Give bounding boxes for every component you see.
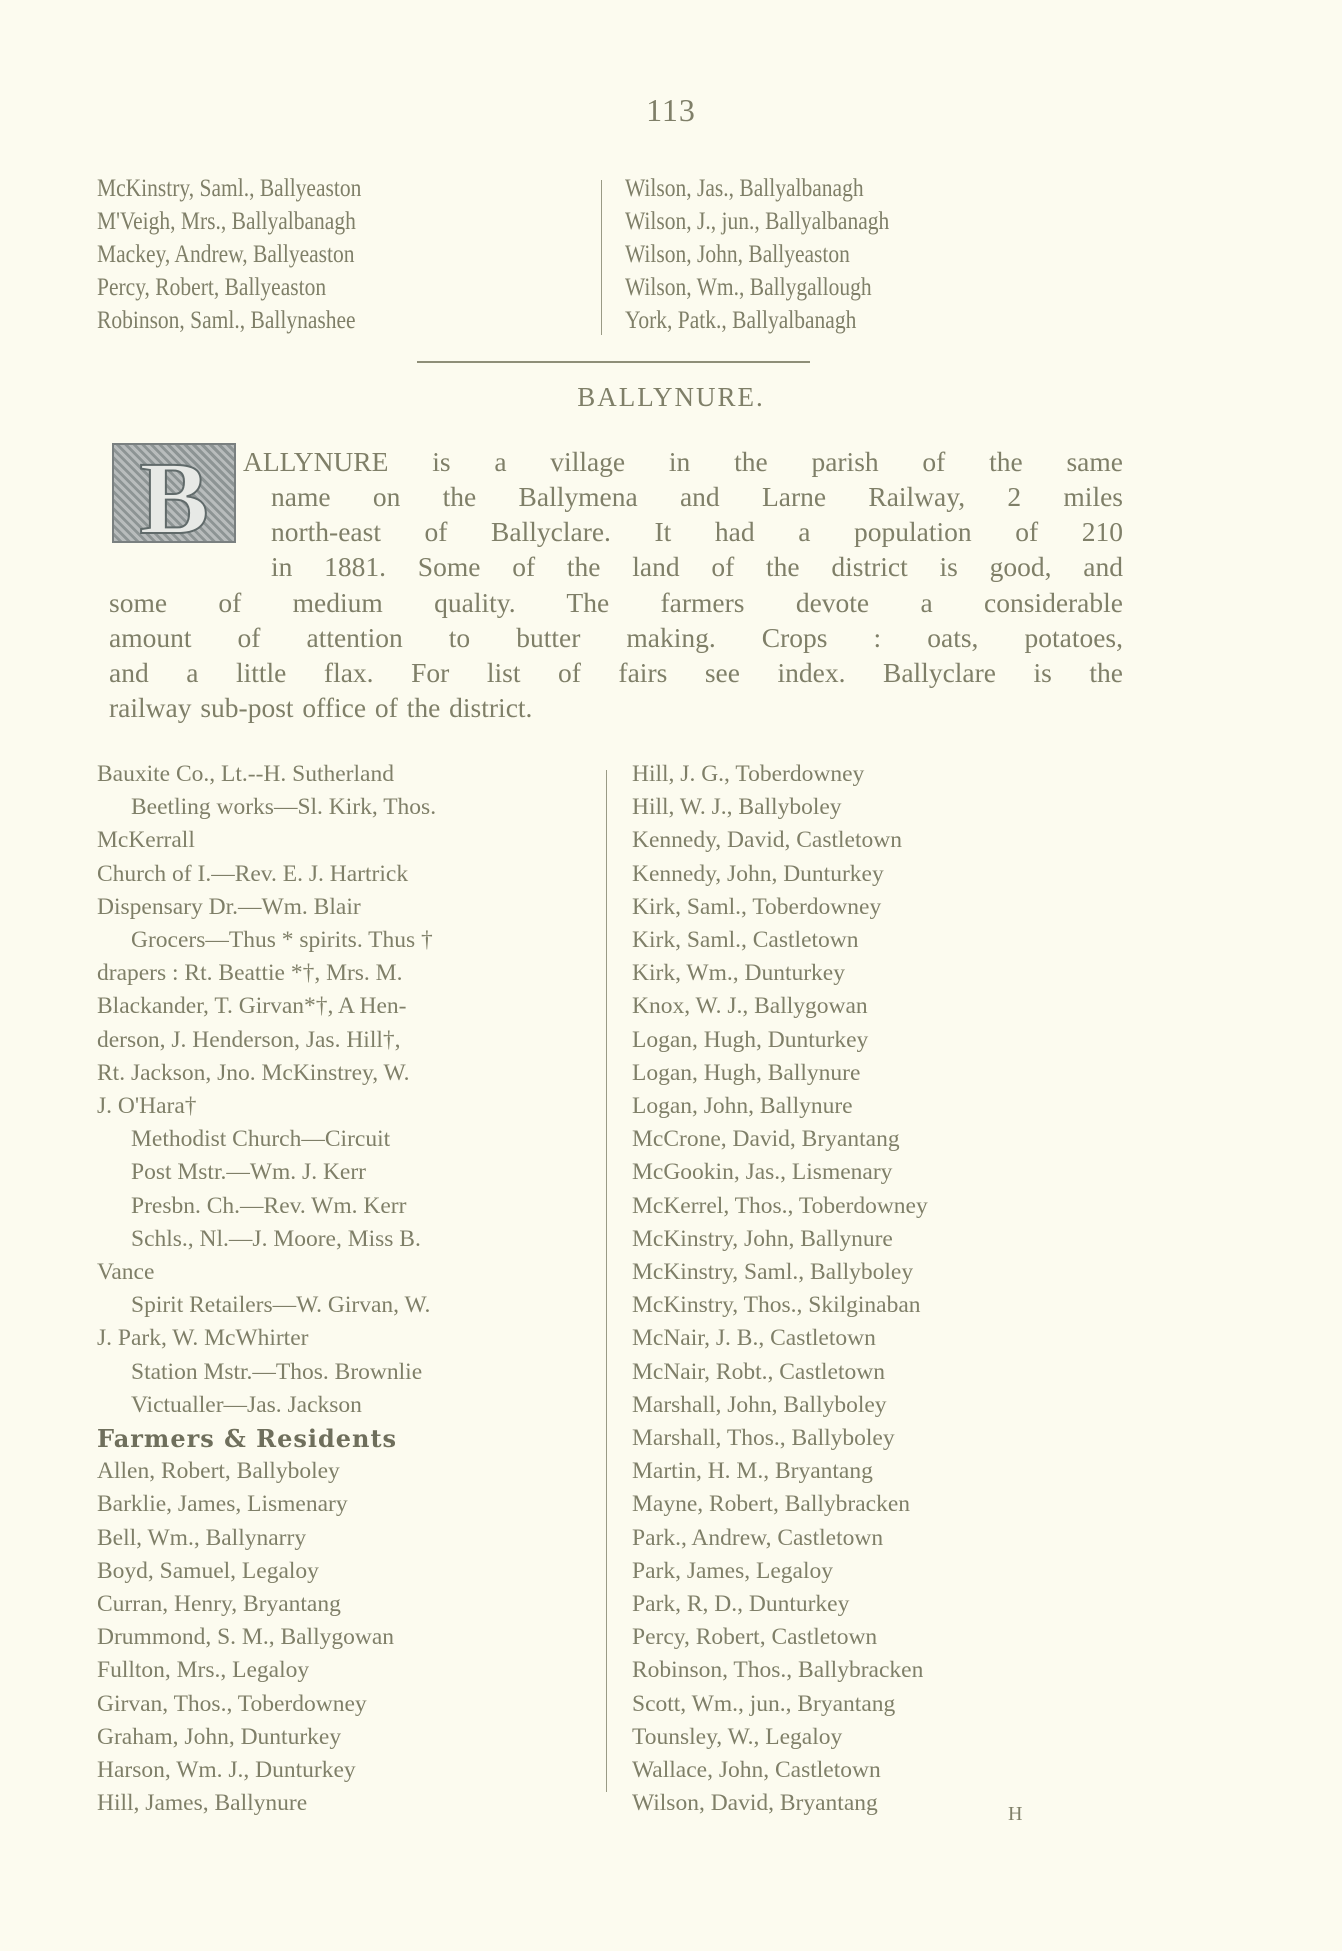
list-item: derson, J. Henderson, Jas. Hill†, (97, 1026, 401, 1053)
list-item: Wilson, J., jun., Ballyalbanagh (625, 208, 890, 235)
list-item: Hill, James, Ballynure (97, 1790, 308, 1817)
list-item: Robinson, Saml., Ballynashee (97, 307, 356, 334)
signature-mark: H (1008, 1803, 1023, 1825)
list-item: Park, James, Legaloy (632, 1557, 834, 1584)
list-item: Logan, John, Ballynure (632, 1093, 853, 1120)
list-item: McKinstry, Saml., Ballyeaston (97, 175, 362, 202)
paragraph-line: amount of attention to butter making. Crops : oats, potatoes, (109, 622, 1123, 653)
farmers-residents-heading: Farmers & Residents (97, 1424, 398, 1454)
list-item: Mackey, Andrew, Ballyeaston (97, 241, 355, 268)
list-item: Rt. Jackson, Jno. McKinstrey, W. (97, 1059, 410, 1086)
list-item: McKerrel, Thos., Toberdowney (632, 1192, 928, 1219)
list-item: Percy, Robert, Ballyeaston (97, 274, 327, 301)
list-item: Schls., Nl.—J. Moore, Miss B. (131, 1225, 421, 1252)
paragraph-line: railway sub-post office of the district. (109, 692, 533, 723)
list-item: Park, R, D., Dunturkey (632, 1591, 850, 1618)
list-item: Kirk, Saml., Castletown (632, 927, 859, 954)
list-item: McKinstry, Thos., Skilginaban (632, 1292, 921, 1319)
list-item: McKinstry, Saml., Ballyboley (632, 1259, 914, 1286)
list-item: Beetling works—Sl. Kirk, Thos. (131, 794, 437, 821)
list-item: Boyd, Samuel, Legaloy (97, 1557, 319, 1584)
list-item: Logan, Hugh, Dunturkey (632, 1026, 869, 1053)
list-item: Martin, H. M., Bryantang (632, 1458, 873, 1485)
directory-left-column (97, 758, 436, 1821)
paragraph-line: north-east of Ballyclare. It had a population of 210 (271, 516, 1123, 547)
list-item: Victualler—Jas. Jackson (131, 1391, 362, 1418)
list-item: Post Mstr.—Wm. J. Kerr (131, 1159, 366, 1186)
list-item: Barklie, James, Lismenary (97, 1491, 348, 1518)
ornamental-drop-cap (112, 441, 236, 556)
list-item: Logan, Hugh, Ballynure (632, 1059, 861, 1086)
list-item: Allen, Robert, Ballyboley (97, 1458, 340, 1485)
list-item: Kennedy, John, Dunturkey (632, 860, 884, 887)
list-item: Robinson, Thos., Ballybracken (632, 1657, 924, 1684)
list-item: Kennedy, David, Castletown (632, 827, 902, 854)
section-separator (417, 361, 810, 363)
list-item: Knox, W. J., Ballygowan (632, 993, 868, 1020)
list-item: Percy, Robert, Castletown (632, 1624, 878, 1651)
list-item: Presbn. Ch.—Rev. Wm. Kerr (131, 1192, 407, 1219)
list-item: Drummond, S. M., Ballygowan (97, 1624, 395, 1651)
list-item: Dispensary Dr.—Wm. Blair (97, 893, 361, 920)
list-item: Marshall, Thos., Ballyboley (632, 1425, 895, 1452)
drop-cap-letter: B (139, 441, 209, 556)
list-item: Tounsley, W., Legaloy (632, 1723, 843, 1750)
list-item: Blackander, T. Girvan*†, A Hen- (97, 993, 407, 1020)
list-item: McKinstry, John, Ballynure (632, 1225, 893, 1252)
list-item: Mayne, Robert, Ballybracken (632, 1491, 910, 1518)
list-item: drapers : Rt. Beattie *†, Mrs. M. (97, 960, 403, 987)
list-item: Wilson, Wm., Ballygallough (625, 274, 872, 301)
page-number: 113 (646, 92, 696, 128)
list-item: McKerrall (97, 827, 195, 854)
list-item: Wilson, John, Ballyeaston (625, 241, 850, 268)
section-heading: BALLYNURE. (577, 382, 765, 412)
list-item: Kirk, Wm., Dunturkey (632, 960, 845, 987)
list-item: Grocers—Thus * spirits. Thus † (131, 927, 433, 954)
list-item: Hill, J. G., Toberdowney (632, 761, 865, 787)
directory-right-column (632, 758, 928, 1821)
list-item: Kirk, Saml., Toberdowney (632, 893, 882, 920)
list-item: McNair, Robt., Castletown (632, 1358, 885, 1385)
list-item: York, Patk., Ballyalbanagh (625, 307, 857, 334)
top-list-left (97, 172, 361, 337)
list-item: Station Mstr.—Thos. Brownlie (131, 1358, 423, 1385)
list-item: J. O'Hara† (97, 1093, 197, 1120)
list-item: Wilson, Jas., Ballyalbanagh (625, 175, 864, 202)
list-item: Harson, Wm. J., Dunturkey (97, 1757, 356, 1784)
list-item: Park., Andrew, Castletown (632, 1524, 884, 1551)
list-item: Wilson, David, Bryantang (632, 1790, 878, 1817)
list-item: Bauxite Co., Lt.--H. Sutherland (97, 761, 394, 787)
paragraph-line: in 1881. Some of the land of the district is good, and (271, 551, 1123, 582)
list-item: McNair, J. B., Castletown (632, 1325, 876, 1352)
top-list-right (625, 172, 889, 337)
list-item: J. Park, W. McWhirter (97, 1325, 309, 1352)
paragraph-line: and a little flax. For list of fairs see index. Ballyclare is the (109, 657, 1123, 688)
list-item: Scott, Wm., jun., Bryantang (632, 1690, 896, 1717)
list-item: Marshall, John, Ballyboley (632, 1391, 887, 1418)
column-divider (601, 180, 602, 335)
column-divider (606, 770, 607, 1792)
paragraph-line: some of medium quality. The farmers devote a considerable (109, 587, 1123, 618)
list-item: McGookin, Jas., Lismenary (632, 1159, 893, 1186)
list-item: Fullton, Mrs., Legaloy (97, 1657, 310, 1684)
list-item: Girvan, Thos., Toberdowney (97, 1690, 367, 1717)
list-item: Methodist Church—Circuit (131, 1126, 391, 1153)
list-item: Graham, John, Dunturkey (97, 1723, 342, 1750)
paragraph-line: name on the Ballymena and Larne Railway, 2 miles (271, 481, 1123, 512)
list-item: Bell, Wm., Ballynarry (97, 1524, 307, 1551)
list-item: Curran, Henry, Bryantang (97, 1591, 341, 1618)
list-item: Hill, W. J., Ballyboley (632, 794, 842, 821)
list-item: Vance (97, 1259, 155, 1286)
list-item: M'Veigh, Mrs., Ballyalbanagh (97, 208, 356, 235)
list-item: McCrone, David, Bryantang (632, 1126, 900, 1153)
list-item: Wallace, John, Castletown (632, 1757, 881, 1784)
paragraph-line: ALLYNURE is a village in the parish of the same (243, 446, 1123, 477)
list-item: Church of I.—Rev. E. J. Hartrick (97, 860, 409, 887)
list-item: Spirit Retailers—W. Girvan, W. (131, 1292, 431, 1319)
